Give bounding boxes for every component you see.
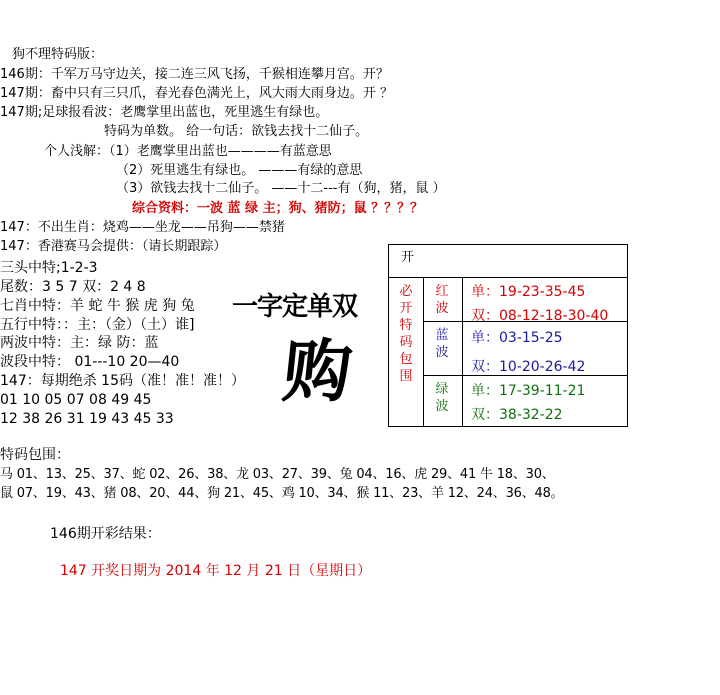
baowei-row-2: 鼠 07、19、43、猪 08、20、44、狗 21、45、鸡 10、34、猴 11、23、羊 12、24、36、48。	[0, 486, 564, 501]
wuxing-line: 五行中特：：主：（金）（土）谁]	[0, 317, 195, 333]
blue-double: 双：10-20-26-42	[471, 359, 586, 375]
big-character: 购	[279, 332, 356, 412]
red-single: 单：19-23-35-45	[471, 284, 586, 300]
baowei-title: 特码包围：	[0, 447, 70, 463]
box-divider	[389, 277, 627, 278]
result-title: 146期开彩结果：	[50, 526, 161, 542]
special-sentence: 特码为单数。 给一句话：欲钱去找十二仙子。	[104, 124, 369, 139]
kill-line: 147：每期绝杀 15码（准！准！准！）	[0, 373, 245, 389]
green-wave-label: 绿波	[435, 382, 449, 414]
line-147a: 147期：畜中只有三只爪，春光春色满光上，风大雨大雨身边。开 ？	[0, 86, 393, 101]
explanation-1: 个人浅解：（1）老鹰掌里出蓝也————有蓝意思	[44, 144, 332, 159]
green-single: 单：17-39-11-21	[471, 383, 586, 399]
page-title: 狗不理特码版：	[12, 47, 104, 62]
line-146: 146期：千军万马守边关，接二连三风飞扬，千猴相连攀月宫。开？	[0, 67, 389, 82]
santou-line: 三头中特;1-2-3	[0, 260, 98, 276]
liangbo-line: 两波中特：主：绿 防：蓝	[0, 335, 159, 351]
big-title: 一字定单双	[232, 292, 358, 322]
summary-line: 综合资料：一波 蓝 绿 主；狗、猪防；鼠 ？？？？	[132, 201, 424, 216]
green-double: 双：38-32-22	[471, 407, 563, 423]
numbers-row-1: 01 10 05 07 08 49 45	[0, 392, 152, 408]
special-box	[388, 244, 628, 427]
red-wave-label: 红波	[435, 284, 449, 316]
box-header: 开	[401, 250, 415, 265]
box-side-label: 必开特码包围	[399, 284, 413, 384]
baowei-row-1: 马 01、13、25、37、蛇 02、26、38、龙 03、27、39、兔 04、16、虎 29、41 牛 18、30、	[0, 467, 555, 482]
weishu-line: 尾数：3 5 7 双：2 4 8	[0, 279, 146, 295]
box-divider	[423, 277, 424, 427]
numbers-row-2: 12 38 26 31 19 43 45 33	[0, 411, 174, 427]
blue-wave-label: 蓝波	[435, 328, 449, 360]
duan-line: 波段中特： 01---10 20—40	[0, 354, 180, 370]
draw-date: 147 开奖日期为 2014 年 12 月 21 日（星期日）	[60, 563, 372, 579]
qixiao-line: 七肖中特：羊 蛇 牛 猴 虎 狗 兔	[0, 298, 195, 314]
box-divider	[462, 277, 463, 427]
explanation-2: （2）死里逃生有绿也。 ———有绿的意思	[116, 163, 363, 178]
explanation-3: （3）欲钱去找十二仙子。 ——十二---有（狗，猪，鼠 ）	[116, 181, 446, 196]
blue-single: 单：03-15-25	[471, 330, 563, 346]
line-147b: 147期;足球报看波：老鹰掌里出蓝也，死里逃生有绿也。	[0, 105, 329, 120]
hk-line: 147：香港赛马会提供：（请长期跟踪）	[0, 239, 227, 254]
red-double: 双：08-12-18-30-40	[471, 308, 609, 324]
no-show-zodiac: 147：不出生肖：烧鸡——坐龙——吊狗——禁猪	[0, 220, 285, 235]
